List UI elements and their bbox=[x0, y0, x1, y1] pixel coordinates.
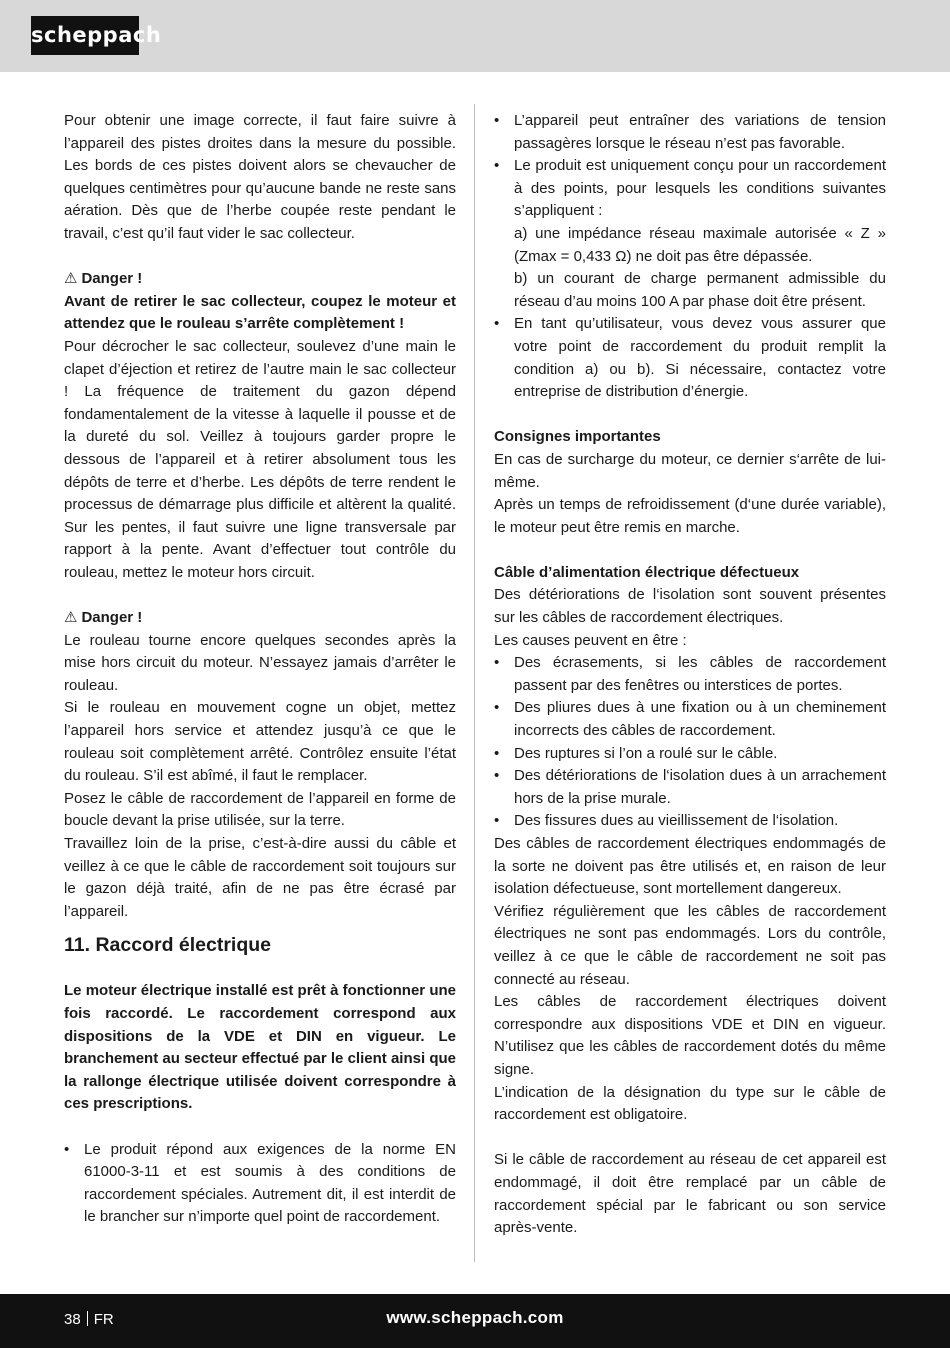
list-item-text: Le produit est uniquement conçu pour un raccordement à des points, pour lesquels les conditions suivantes s’appliquent : bbox=[514, 157, 886, 220]
warning-triangle-icon: ⚠ bbox=[64, 609, 78, 627]
left-column bbox=[64, 110, 456, 1229]
list-item-text: Des pliures dues à une fixation ou à un cheminement incorrects des câbles de raccordement. bbox=[514, 699, 886, 740]
list-item-text: Le produit répond aux exigences de la norme EN 61000-3-11 et est soumis à des conditions de raccordement spéciales. Autrement dit, il est interdit de le brancher sur n’importe quel point de raccordement. bbox=[84, 1140, 456, 1226]
list-item bbox=[494, 313, 886, 403]
bullet-list bbox=[494, 652, 886, 833]
bullet-icon: • bbox=[494, 744, 500, 762]
bullet-icon: • bbox=[494, 812, 500, 830]
section-intro-bold: Le moteur électrique installé est prêt à fonctionner une fois raccordé. Le raccordement correspond aux dispositions de la VDE et DIN en vigueur. Le branchement au secteur effectué par le client ainsi que la rallonge électrique utilisée doivent correspondre à ces prescriptions. bbox=[64, 982, 456, 1113]
column-divider bbox=[474, 104, 475, 1262]
brand-logo: scheppach bbox=[31, 16, 139, 55]
subheading: Câble d’alimentation électrique défectueux bbox=[494, 563, 800, 581]
list-item bbox=[494, 652, 886, 697]
list-item-condition-b: b) un courant de charge permanent admissible du réseau d’au moins 100 A par phase doit être présent. bbox=[514, 270, 886, 310]
subheading: Consignes importantes bbox=[494, 428, 661, 446]
danger-heading bbox=[64, 607, 456, 630]
website-link[interactable]: www.scheppach.com bbox=[386, 1308, 564, 1327]
danger-paragraph: Travaillez loin de la prise, c’est-à-dire aussi du câble et veillez à ce que le câble de raccordement soit toujours sur le gazon déjà traité, afin de ne pas être écrasé par l’appareil. bbox=[64, 835, 456, 920]
section-heading: 11. Raccord électrique bbox=[64, 934, 272, 957]
paragraph: Si le câble de raccordement au réseau de cet appareil est endommagé, il doit être remplacé par un câble de raccordement spécial par le fabricant ou son service après-vente. bbox=[494, 1151, 886, 1237]
danger-heading bbox=[64, 268, 456, 291]
list-item bbox=[494, 765, 886, 810]
language-code: FR bbox=[93, 1311, 114, 1328]
paragraph: En cas de surcharge du moteur, ce dernier s‘arrête de lui-même. bbox=[494, 450, 886, 491]
danger-title: Danger ! bbox=[81, 609, 143, 627]
page-footer bbox=[0, 1294, 950, 1348]
list-item bbox=[494, 110, 886, 155]
list-item bbox=[494, 155, 886, 313]
danger-title: Danger ! bbox=[81, 270, 143, 288]
list-item-text: L’appareil peut entraîner des variations de tension passagères lorsque le réseau n’est pas favorable. bbox=[514, 112, 886, 152]
paragraph: Après un temps de refroidissement (d‘une durée variable), le moteur peut être remis en marche. bbox=[494, 496, 886, 536]
warning-triangle-icon: ⚠ bbox=[64, 270, 78, 288]
right-column bbox=[494, 110, 886, 1240]
bullet-icon: • bbox=[64, 1140, 70, 1158]
paragraph: Des câbles de raccordement électriques endommagés de la sorte ne doivent pas être utilisés et, en raison de leur isolation défectueuse, sont mortellement dangereux. bbox=[494, 835, 886, 898]
list-item-text: Des écrasements, si les câbles de raccordement passent par des fenêtres ou interstices de portes. bbox=[514, 654, 886, 694]
bullet-list bbox=[494, 110, 886, 404]
bullet-icon: • bbox=[494, 654, 500, 672]
list-item bbox=[494, 743, 886, 766]
page-header bbox=[0, 0, 950, 72]
danger-bold-text: Avant de retirer le sac collecteur, coupez le moteur et attendez que le rouleau s’arrête complètement ! bbox=[64, 292, 456, 333]
paragraph: L’indication de la désignation du type sur le câble de raccordement est obligatoire. bbox=[494, 1083, 886, 1124]
paragraph: Vérifiez régulièrement que les câbles de raccordement électriques ne sont pas endommagés. Lors du contrôle, veillez à ce que le câble de raccordement ne soit pas connecté au réseau. bbox=[494, 902, 886, 988]
bullet-icon: • bbox=[494, 157, 500, 175]
bullet-icon: • bbox=[494, 112, 500, 129]
danger-paragraph: Le rouleau tourne encore quelques secondes après la mise hors circuit du moteur. N’essayez jamais d’arrêter le rouleau. bbox=[64, 631, 456, 694]
bullet-icon: • bbox=[494, 767, 500, 785]
list-item-text: Des ruptures si l’on a roulé sur le câble. bbox=[514, 744, 778, 762]
bullet-list bbox=[64, 1139, 456, 1229]
page-number: 38 bbox=[64, 1311, 81, 1328]
danger-paragraph: Pour décrocher le sac collecteur, soulevez d’une main le clapet d’éjection et retirez de l’autre main le sac collecteur ! La fréquence de traitement du gazon dépend fondamentalement de la vitesse à laquelle il pousse et de la dureté du sol. Veillez à toujours garder propre le dessous de l’appareil et à retirer absolument tous les dépôts de terre et d’herbe. Les dépôts de terre rendent le processus de démarrage plus difficile et altèrent la qualité. Sur les pentes, il faut suivre une ligne transversale par rapport à la pente. Avant d’effectuer tout contrôle du rouleau, mettez le moteur hors circuit. bbox=[64, 337, 456, 581]
list-item-text: En tant qu’utilisateur, vous devez vous assurer que votre point de raccordement du produit remplit la condition a) ou b). Si nécessaire, contactez votre entreprise de distribution d’énergie. bbox=[514, 315, 886, 401]
intro-paragraph: Pour obtenir une image correcte, il faut faire suivre à l’appareil des pistes droites dans la mesure du possible. Les bords de ces pistes doivent alors se chevaucher de quelques centimètres pour qu’aucune bande ne reste sans aération. Dès que de l’herbe coupée reste pendant le travail, c’est qu’il faut vider le sac collecteur. bbox=[64, 112, 456, 242]
danger-paragraph: Si le rouleau en mouvement cogne un objet, mettez l’appareil hors service et attendez jusqu’à ce que le rouleau soit complètement arrêté. Contrôlez ensuite l’état du rouleau. S’il est abîmé, il faut le remplacer. bbox=[64, 699, 456, 785]
list-item-text: Des détériorations de l‘isolation dues à un arrachement hors de la prise murale. bbox=[514, 767, 886, 807]
paragraph: Les câbles de raccordement électriques doivent correspondre aux dispositions VDE et DIN en vigueur. N’utilisez que les câbles de raccordement dotés du même signe. bbox=[494, 993, 886, 1078]
bullet-icon: • bbox=[494, 315, 500, 333]
bullet-icon: • bbox=[494, 699, 500, 717]
list-item-condition-a: a) une impédance réseau maximale autorisée « Z » (Zmax = 0,433 Ω) ne doit pas être dépassée. bbox=[514, 224, 886, 265]
list-item bbox=[494, 810, 886, 833]
list-item bbox=[64, 1139, 456, 1229]
list-item bbox=[494, 697, 886, 742]
paragraph: Les causes peuvent en être : bbox=[494, 631, 687, 649]
danger-paragraph: Posez le câble de raccordement de l’appareil en forme de boucle devant la prise utilisée, sur la terre. bbox=[64, 789, 456, 830]
list-item-text: Des fissures dues au vieillissement de l‘isolation. bbox=[514, 812, 839, 830]
paragraph: Des détériorations de l‘isolation sont souvent présentes sur les câbles de raccordement électriques. bbox=[494, 586, 886, 627]
